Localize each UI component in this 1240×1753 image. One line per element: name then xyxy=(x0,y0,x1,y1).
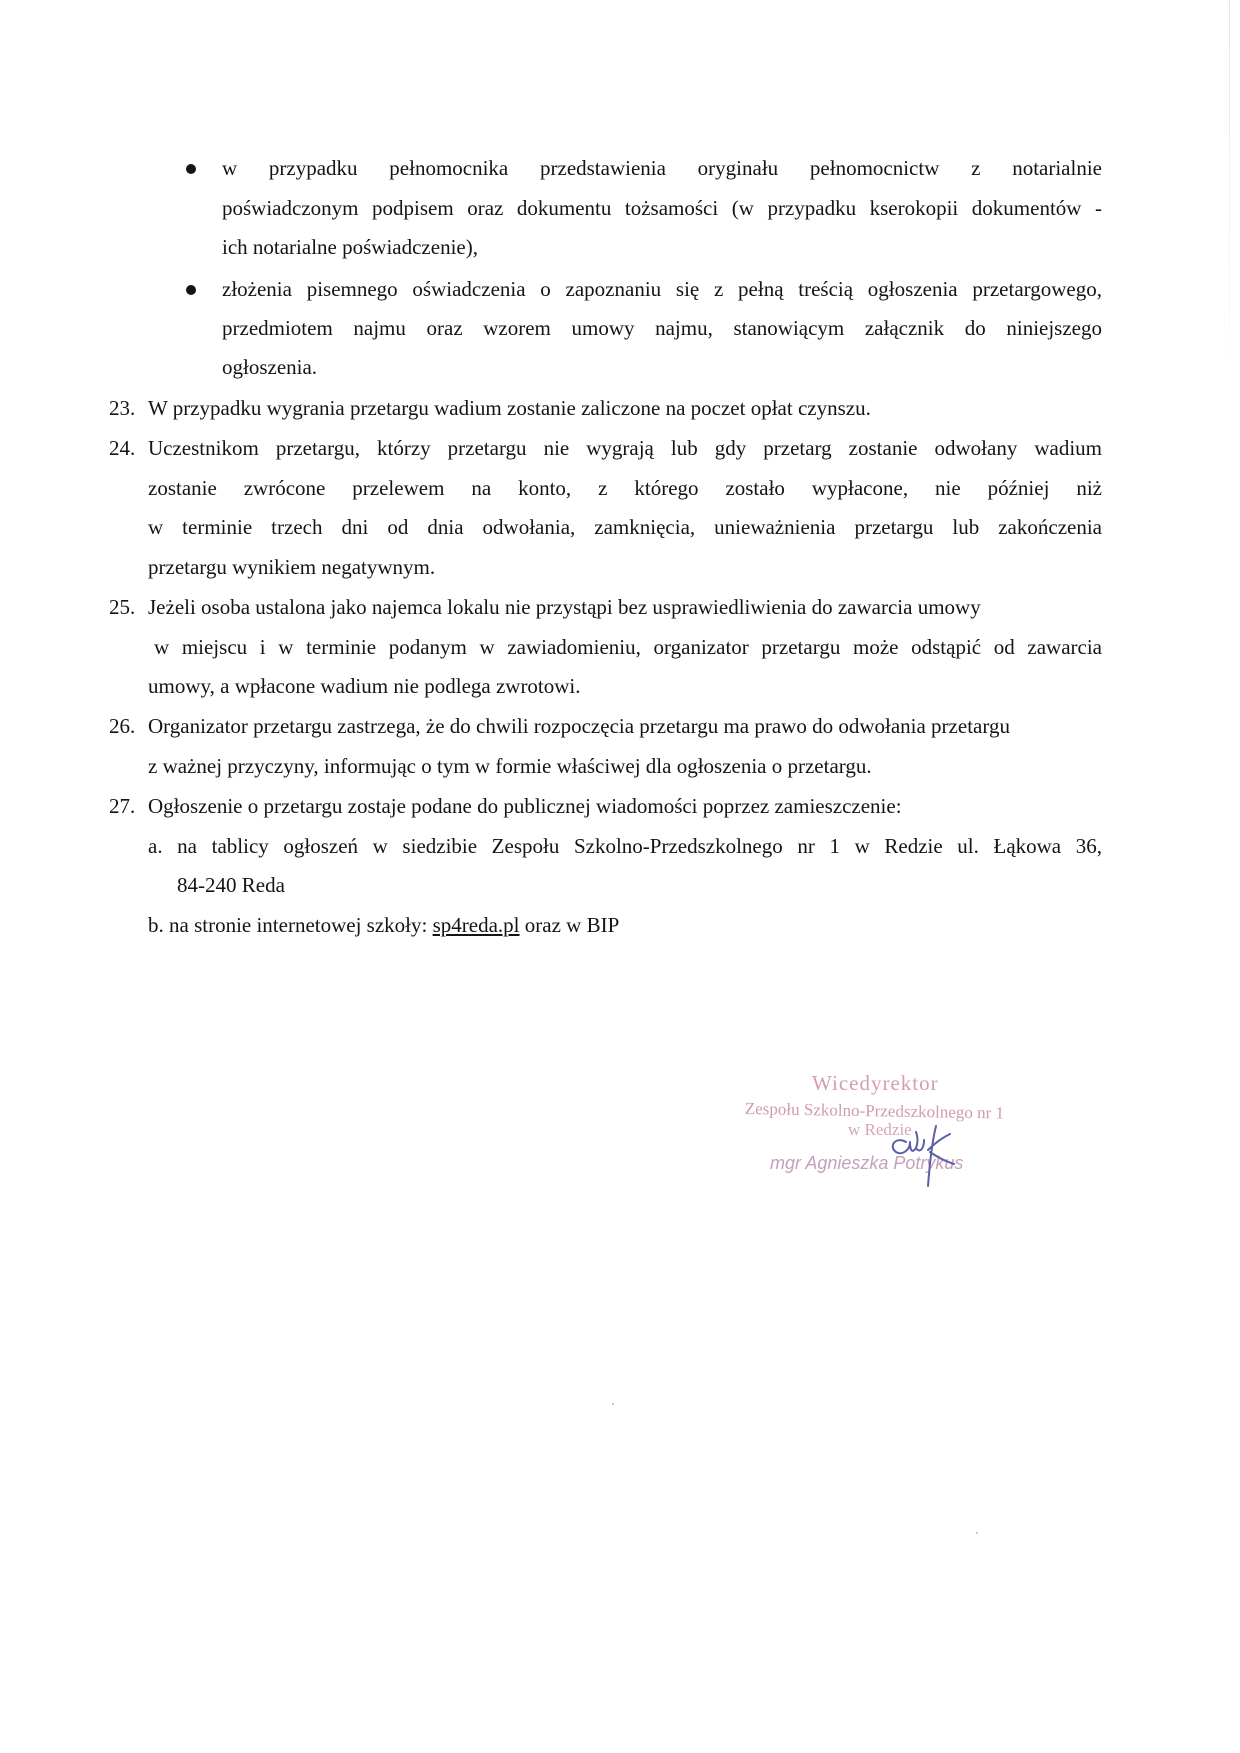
subitem-a-line-1: a. na tablicy ogłoszeń w siedzibie Zespołu Szkolno-Przedszkolnego nr 1 w Redzie ul. Łąkowa 36, xyxy=(148,834,1102,858)
stamp-institution: Zespołu Szkolno-Przedszkolnego nr 1 xyxy=(744,1099,1005,1123)
item-25-line-1: Jeżeli osoba ustalona jako najemca lokalu nie przystąpi bez usprawiedliwienia do zawarcia umowy xyxy=(148,595,981,619)
item-25-line-2: w miejscu i w terminie podanym w zawiadomieniu, organizator przetargu może odstąpić od zawarcia xyxy=(154,635,1102,659)
item-number: 23. xyxy=(109,396,136,420)
official-stamp xyxy=(740,1065,1040,1195)
bullet-marker xyxy=(186,164,196,174)
item-27-line-1: Ogłoszenie o przetargu zostaje podane do publicznej wiadomości poprzez zamieszczenie: xyxy=(148,794,902,818)
item-number: 27. xyxy=(109,794,136,818)
bullet-marker xyxy=(186,285,196,295)
item-24-line-1: Uczestnikom przetargu, którzy przetargu nie wygrają lub gdy przetarg zostanie odwołany wadium xyxy=(148,436,1102,460)
item-number: 24. xyxy=(109,436,136,460)
bullet-1-line-3: ich notarialne poświadczenie), xyxy=(222,235,478,259)
item-26-line-1: Organizator przetargu zastrzega, że do chwili rozpoczęcia przetargu ma prawo do odwołania przetargu xyxy=(148,714,1010,738)
school-website-link[interactable]: sp4reda.pl xyxy=(432,913,520,937)
scan-speck xyxy=(976,1532,978,1534)
bullet-2-line-2: przedmiotem najmu oraz wzorem umowy najmu, stanowiącym załącznik do niniejszego xyxy=(222,316,1102,340)
subitem-a-line-2: 84-240 Reda xyxy=(177,873,285,897)
item-number: 25. xyxy=(109,595,136,619)
subitem-b-prefix: b. na stronie internetowej szkoły: xyxy=(148,913,433,937)
subitem-b-suffix: oraz w BIP xyxy=(519,913,620,937)
bullet-2-line-3: ogłoszenia. xyxy=(222,355,318,379)
item-24-line-4: przetargu wynikiem negatywnym. xyxy=(148,555,436,579)
scan-edge xyxy=(1229,0,1230,400)
bullet-1-line-2: poświadczonym podpisem oraz dokumentu tożsamości (w przypadku kserokopii dokumentów - xyxy=(222,196,1102,220)
item-23-line-1: W przypadku wygrania przetargu wadium zostanie zaliczone na poczet opłat czynszu. xyxy=(148,396,871,420)
bullet-1-line-1: w przypadku pełnomocnika przedstawienia oryginału pełnomocnictw z notarialnie xyxy=(222,156,1102,180)
item-number: 26. xyxy=(109,714,136,738)
handwritten-signature-icon xyxy=(880,1120,960,1190)
item-24-line-2: zostanie zwrócone przelewem na konto, z którego zostało wypłacone, nie później niż xyxy=(148,476,1102,500)
scan-speck xyxy=(612,1403,614,1405)
stamp-name: mgr Agnieszka Potrykus xyxy=(770,1153,964,1173)
item-24-line-3: w terminie trzech dni od dnia odwołania, zamknięcia, unieważnienia przetargu lub zakończenia xyxy=(148,515,1102,539)
subitem-b xyxy=(148,911,619,939)
stamp-location: w Redzie xyxy=(848,1120,912,1139)
item-25-line-3: umowy, a wpłacone wadium nie podlega zwrotowi. xyxy=(148,674,581,698)
stamp-title: Wicedyrektor xyxy=(812,1071,939,1095)
bullet-2-line-1: złożenia pisemnego oświadczenia o zapoznaniu się z pełną treścią ogłoszenia przetargowego, xyxy=(222,277,1102,301)
item-26-line-2: z ważnej przyczyny, informując o tym w formie właściwej dla ogłoszenia o przetargu. xyxy=(148,754,872,778)
